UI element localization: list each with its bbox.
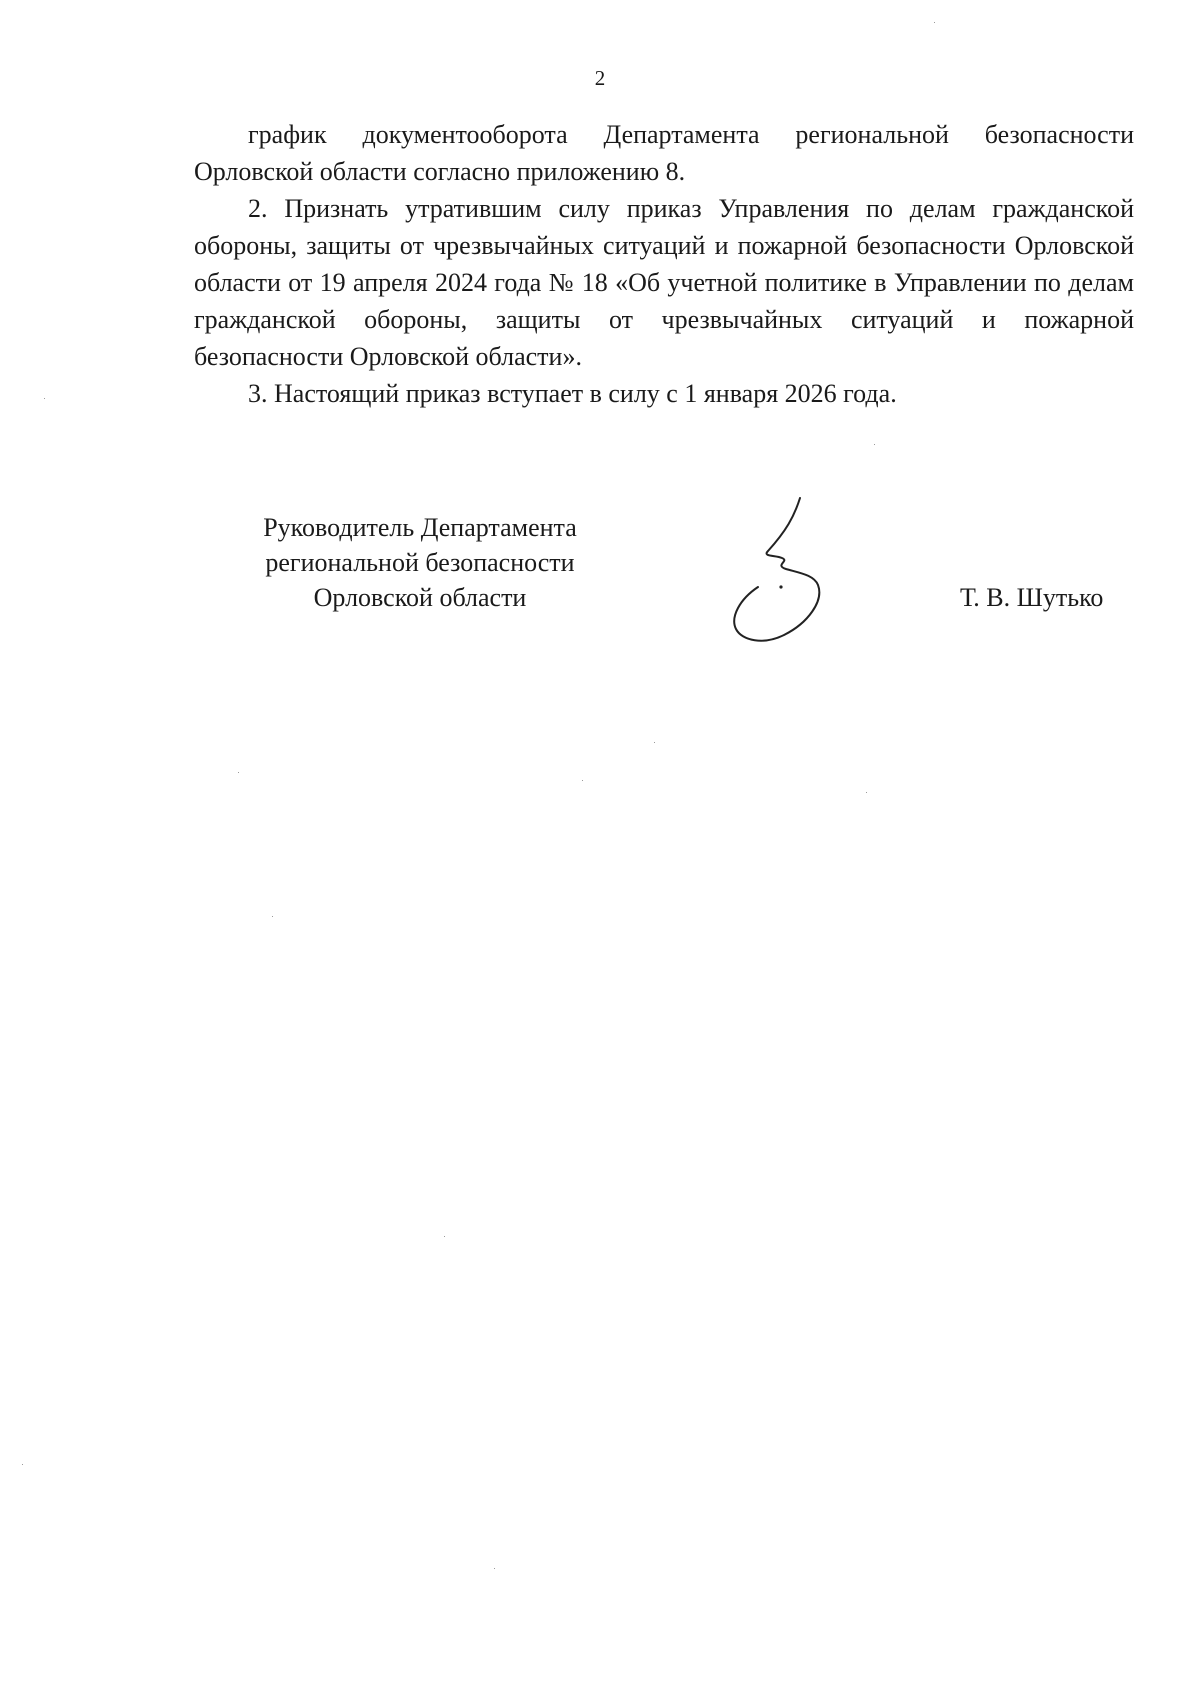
signatory-name: Т. В. Шутько	[960, 583, 1104, 612]
scan-speck	[934, 22, 935, 23]
handwritten-signature-icon	[728, 495, 858, 655]
document-body	[194, 116, 1134, 412]
paragraph-continued: график документооборота Департамента региональной безопасности Орловской области согласно приложению 8.	[194, 120, 1134, 186]
position-line-3: Орловской области	[313, 583, 527, 612]
position-line-1: Руководитель Департамента	[263, 513, 577, 542]
scan-speck	[866, 792, 867, 793]
scan-speck	[654, 742, 655, 743]
scan-speck	[494, 1568, 495, 1569]
scan-speck	[874, 444, 875, 445]
paragraph-item-2: 2. Признать утратившим силу приказ Управления по делам гражданской обороны, защиты от чрезвычайных ситуаций и пожарной безопасности Орловской области от 19 апреля 2024 года № 18 «Об учетной политике в Управлении по делам гражданской обороны, защиты от чрезвычайных ситуаций и пожарной безопасности Орловской области».	[194, 194, 1134, 371]
scan-speck	[44, 398, 45, 399]
page-number: 2	[594, 66, 606, 90]
scan-speck	[582, 780, 583, 781]
scan-speck	[444, 1236, 445, 1237]
paragraph-item-3: 3. Настоящий приказ вступает в силу с 1 января 2026 года.	[248, 379, 897, 408]
signatory-position	[220, 510, 620, 615]
scan-speck	[272, 916, 273, 917]
scan-speck	[22, 1464, 23, 1465]
position-line-2: региональной безопасности	[265, 548, 575, 577]
scan-speck	[238, 772, 239, 773]
